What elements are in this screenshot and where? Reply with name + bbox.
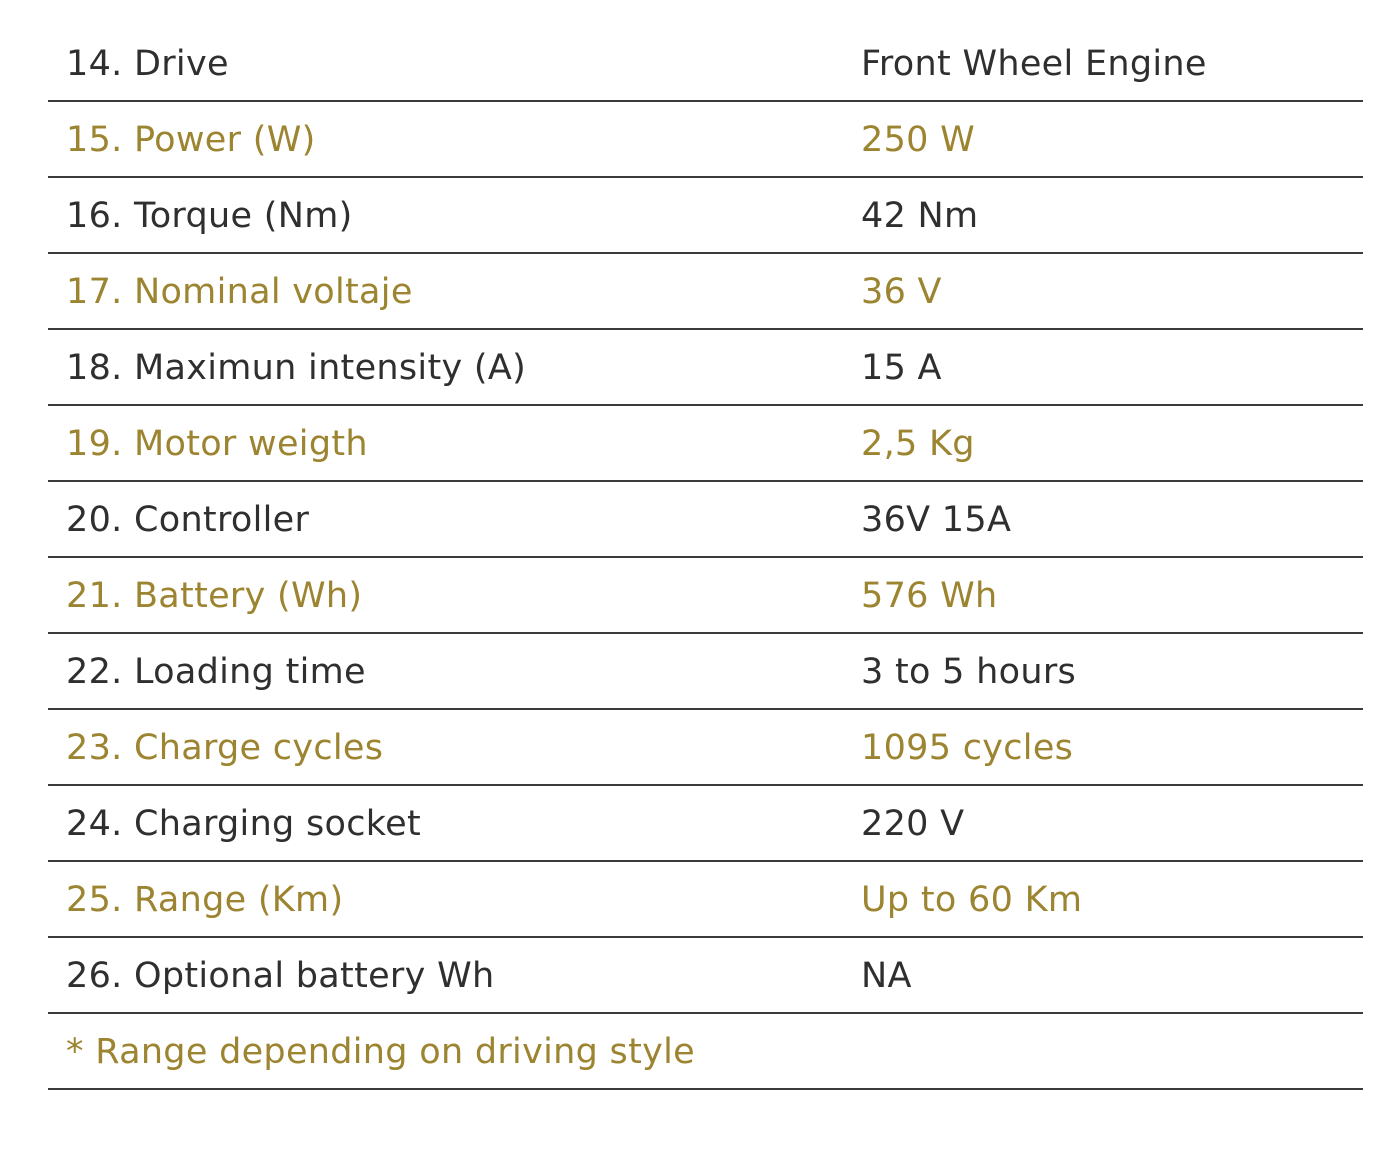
- spec-row-nominal-voltage: [48, 254, 1363, 330]
- spec-label: 21. Battery (Wh): [66, 576, 363, 616]
- spec-value: 15 A: [861, 348, 942, 388]
- spec-label: 26. Optional battery Wh: [66, 956, 495, 996]
- footnote-row: [48, 1014, 1363, 1090]
- spec-value: 36 V: [861, 272, 942, 312]
- spec-label: 16. Torque (Nm): [66, 196, 353, 236]
- spec-row-charge-cycles: [48, 710, 1363, 786]
- spec-row-optional-battery: [48, 938, 1363, 1014]
- spec-row-power: [48, 102, 1363, 178]
- spec-row-motor-weight: [48, 406, 1363, 482]
- spec-value: 250 W: [861, 120, 976, 160]
- spec-label: 18. Maximun intensity (A): [66, 348, 527, 388]
- spec-row-loading-time: [48, 634, 1363, 710]
- spec-value: 1095 cycles: [861, 728, 1074, 768]
- spec-value: 42 Nm: [861, 196, 979, 236]
- spec-label: 17. Nominal voltaje: [66, 272, 413, 312]
- spec-label: 14. Drive: [66, 44, 229, 84]
- spec-table: [48, 24, 1363, 1090]
- spec-label: 23. Charge cycles: [66, 728, 384, 768]
- spec-row-max-intensity: [48, 330, 1363, 406]
- spec-value: 36V 15A: [861, 500, 1012, 540]
- spec-value: Front Wheel Engine: [861, 44, 1207, 84]
- spec-value: 576 Wh: [861, 576, 998, 616]
- spec-label: 20. Controller: [66, 500, 310, 540]
- spec-label: 19. Motor weigth: [66, 424, 368, 464]
- spec-row-battery: [48, 558, 1363, 634]
- spec-value: 220 V: [861, 804, 965, 844]
- spec-label: 15. Power (W): [66, 120, 316, 160]
- spec-value: NA: [861, 956, 912, 996]
- spec-row-charging-socket: [48, 786, 1363, 862]
- spec-label: 24. Charging socket: [66, 804, 421, 844]
- spec-row-range: [48, 862, 1363, 938]
- spec-value: Up to 60 Km: [861, 880, 1083, 920]
- spec-label: 22. Loading time: [66, 652, 366, 692]
- footnote-text: * Range depending on driving style: [66, 1032, 695, 1072]
- spec-row-torque: [48, 178, 1363, 254]
- spec-value: 2,5 Kg: [861, 424, 975, 464]
- spec-row-controller: [48, 482, 1363, 558]
- spec-label: 25. Range (Km): [66, 880, 344, 920]
- spec-value: 3 to 5 hours: [861, 652, 1077, 692]
- spec-row-drive: [48, 24, 1363, 102]
